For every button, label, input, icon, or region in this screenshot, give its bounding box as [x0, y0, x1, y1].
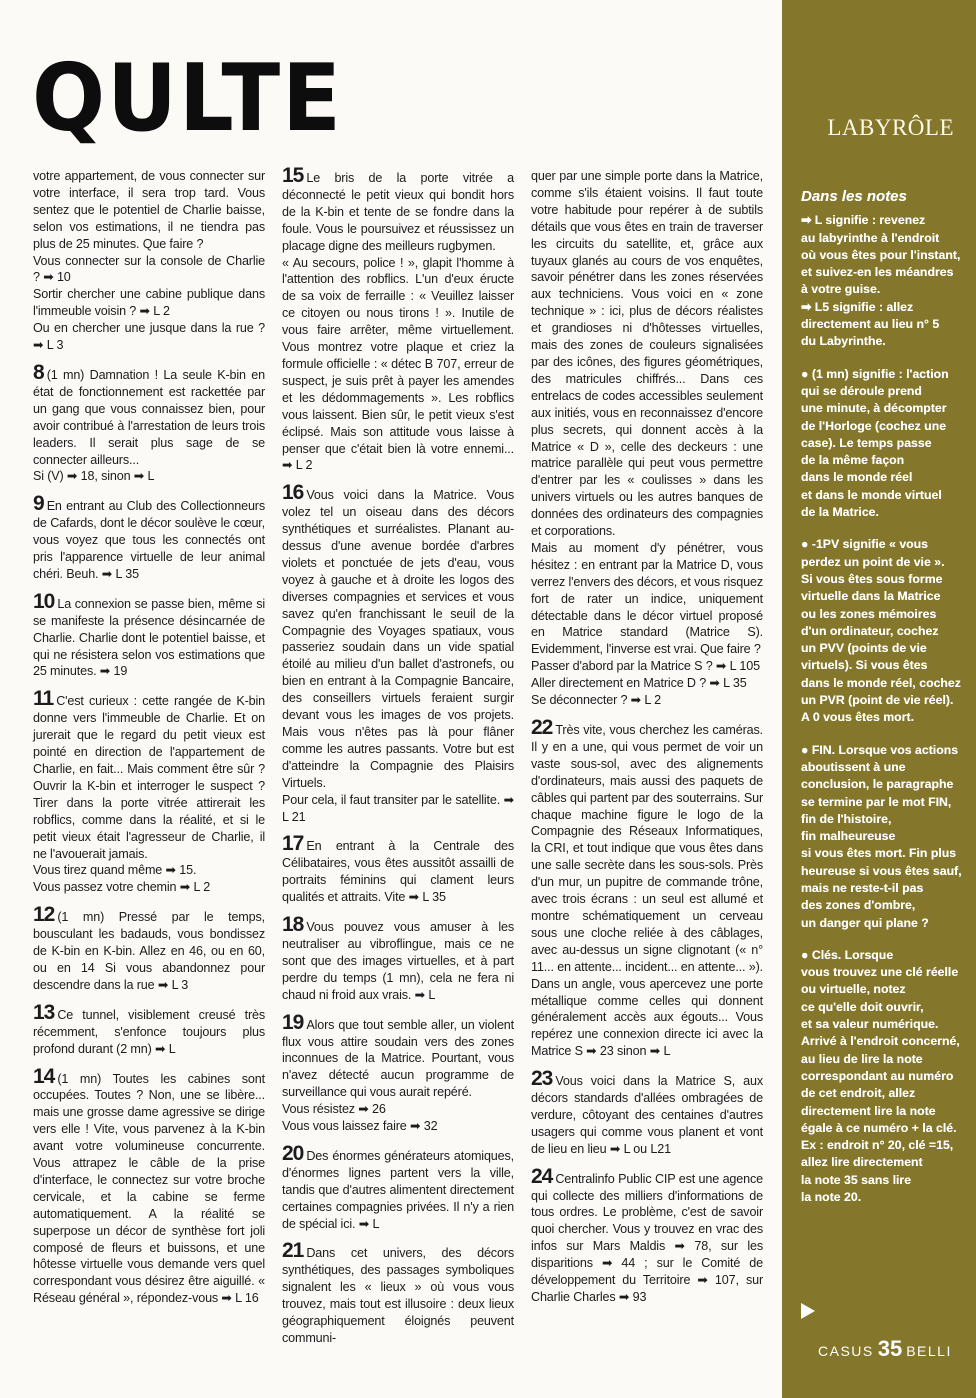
paragraph-text: Vous connecter sur la console de Charlie ? ➡ 10: [33, 253, 265, 285]
sidebar-note-line: aboutissent à une: [801, 759, 906, 774]
sidebar-note-line: ● FIN. Lorsque vos actions: [801, 742, 959, 757]
page-footer: [818, 1336, 952, 1362]
paragraph-text: Pour cela, il faut transiter par le satellite. ➡ L 21: [282, 792, 514, 824]
sidebar-note: [801, 947, 969, 1206]
sidebar-note-line: ou virtuelle, notez: [801, 982, 906, 997]
sidebar-note-line: virtuelle dans la Matrice: [801, 589, 941, 604]
paragraph-text: Des énormes générateurs atomiques, d'énormes lignes partent vers la ville, tandis que d'autres alimentent directement certaines compagnies privées. Il n'y a rien de spécial ici. ➡ L: [282, 1148, 514, 1231]
sidebar-note-line: un danger qui plane ?: [801, 915, 929, 930]
paragraph-number: 21: [282, 1239, 304, 1263]
sidebar-note-line: directement au lieu n° 5: [801, 317, 940, 332]
paragraph-number: 17: [282, 832, 304, 856]
sidebar-note-line: si vous êtes mort. Fin plus: [801, 846, 957, 861]
paragraph-number: 16: [282, 481, 304, 505]
paragraph-text: Vous voici dans la Matrice S, aux décors standards d'allées ombragées de verdure, côtoyant des centaines d'autres usagers qui comme vous planent et vont de lieu en lieu ➡ L ou L21: [531, 1074, 763, 1156]
column-2: [282, 164, 514, 1358]
paragraph-text: La connexion se passe bien, même si se manifeste la présence désincarnée de Charlie. Charlie dont le potentiel baisse, et qui ne résistera selon vos estimations que 25 minutes. ➡ 19: [33, 596, 265, 679]
paragraph-number: 11: [33, 687, 54, 711]
sidebar-note-line: conclusion, le paragraphe: [801, 777, 954, 792]
paragraph-18: [282, 913, 514, 1004]
sidebar-note-line: égale à ce numéro + la clé.: [801, 1120, 957, 1135]
sidebar-note-line: ● -1PV signifie « vous: [801, 537, 929, 552]
sidebar-note-line: ou les zones mémoires: [801, 606, 937, 621]
paragraph-text: (1 mn) Toutes les cabines sont occupées. Toutes ? Non, une se libère... mais une grosse dame agressive se dirige vers elle ! Vite, vous parvenez à la K-bin avant votre volumineuse concurrente. Vous attrapez le câble de la prise d'interface, le connectez sur votre broche cervicale, et la cabine se ferme automatiquement. A la réalité se superpose un décor de synthèse fort joli composé de fleurs et buissons, et une hôtesse virtuelle vous demande vers quel correspondant vous désirez être aiguillé. « Réseau général », répondez-vous ➡ L 16: [33, 1071, 265, 1306]
paragraph-text: Se déconnecter ? ➡ L 2: [531, 693, 662, 708]
paragraph-text: quer par une simple porte dans la Matrice, comme s'ils étaient voisins. Il faut toute votre habitude pour repérer à de subtils détails que vous êtes en train de traverser les circuits du satellite, et, grâce aux tuyaux glanés au cours de vos enquêtes, savoir pénétrer dans les zones réservées aux techniciens. Vous voici en « zone technique » : ici, plus de décors réalistes et grandioses ni d'hôtesses virtuelles, mais des zones de couleurs signalisées par des icônes, des figures géométriques, des matricules chiffrés... Dans ces entrelacs de codes accessibles seulement aux initiés, vous en reconnaissez d'encore plus secrets, qui donnent accès à la Matrice « D », celle des deckeurs : une matrice parallèle qui peut vous permettre d'entrer par les « coulisses » dans les univers virtuels ou les autres banques de données des ordinateurs des compagnies et corporations.: [531, 169, 763, 539]
paragraph-text: Aller directement en Matrice D ? ➡ L 35: [531, 676, 747, 691]
sidebar-note: [801, 212, 969, 350]
paragraph-number: 12: [33, 903, 55, 927]
sidebar-note-line: la note 35 sans lire: [801, 1172, 912, 1187]
sidebar-note-line: et suivez-en les méandres: [801, 265, 954, 280]
sidebar-note-line: virtuels). Si vous êtes: [801, 658, 928, 673]
sidebar-note-line: perdez un point de vie ».: [801, 554, 945, 569]
paragraph-number: 19: [282, 1010, 304, 1034]
paragraph-text: Si (V) ➡ 18, sinon ➡ L: [33, 469, 155, 484]
sidebar-note-line: ➡ L5 signifie : allez: [801, 299, 914, 314]
sidebar-note-line: une minute, à décompter: [801, 401, 947, 416]
paragraph-text: Vous tirez quand même ➡ 15.: [33, 863, 197, 878]
paragraph-continued: [33, 168, 265, 354]
sidebar-note-line: directement lire la note: [801, 1103, 936, 1118]
footer-magazine-right: BELLI: [906, 1343, 952, 1359]
sidebar-note-line: du Labyrinthe.: [801, 334, 886, 349]
paragraph-text: Passer d'abord par la Matrice S ? ➡ L 105: [531, 659, 760, 674]
paragraph-text: Vous pouvez vous amuser à les neutraliser au vibroflingue, mais ce ne sont que des images virtuelles, et à part perdre du temps (1 mn), cela ne fera ni chaud ni froid aux vrais. ➡ L: [282, 920, 514, 1002]
paragraph-22: [531, 716, 763, 1060]
sidebar-note-line: case). Le temps passe: [801, 435, 932, 450]
sidebar-heading: Dans les notes: [801, 188, 907, 205]
column-3: [531, 168, 763, 1317]
sidebar-note-line: allez lire directement: [801, 1155, 923, 1170]
sidebar-note-line: de la même façon: [801, 453, 905, 468]
sidebar-notes: [801, 188, 969, 1221]
sidebar-title: LABYRÔLE: [827, 115, 954, 140]
paragraph-number: 18: [282, 913, 304, 937]
paragraph-text: votre appartement, de vous connecter sur votre interface, il sera trop tard. Vous sentez que le potentiel de Charlie baisse, selon vos estimations, il ne tiendra pas plus de 25 minutes. Que faire ?: [33, 169, 265, 251]
sidebar-note-line: Arrivé à l'endroit concerné,: [801, 1034, 960, 1049]
paragraph-number: 9: [33, 492, 44, 516]
paragraph-text: Ou en chercher une jusque dans la rue ? ➡ L 3: [33, 321, 265, 353]
paragraph-15: [282, 164, 514, 474]
paragraph-continued: [531, 168, 763, 709]
paragraph-21: [282, 1239, 514, 1346]
paragraph-text: Ce tunnel, visiblement creusé très récemment, s'enfonce toujours plus profond durant (2 mn) ➡ L: [33, 1007, 265, 1056]
paragraph-text: Vous voici dans la Matrice. Vous volez tel un oiseau dans des décors synthétiques et surréalistes. Planant au-dessus d'une avenue bordée d'arbres violets et ponctuée de jets d'eau, vous voyez à gauche et à droite les logos des diverses compagnies et services et vous savez qu'en franchissant le seuil de la Compagnie des Voyages spatiaux, vous passeriez soudain dans un vide spatial étoilé au milieu d'un ballet d'astronefs, ou bien en entrant à la Compagnie Bancaire, des conseillers virtuels feraient surgir devant vous les images de vos projets. Mais vous n'êtes pas là pour flâner comme les autres passants. Votre but est d'atteindre la Compagnie des Plaisirs Virtuels.: [282, 488, 514, 790]
paragraph-text: Le bris de la porte vitrée a déconnecté le petit vieux qui bondit hors de la K-bin et tente de se fondre dans la foule. Vous le poursuivez et réussissez un placage digne des meilleurs rugbymen.: [282, 171, 514, 253]
sidebar-note-line: A 0 vous êtes mort.: [801, 710, 914, 725]
sidebar-note-line: des zones d'ombre,: [801, 898, 916, 913]
column-1: [33, 168, 265, 1318]
paragraph-number: 15: [282, 164, 304, 187]
paragraph-text: Dans cet univers, des décors synthétiques, des passages symboliques signalent les « lieux » où vous vous trouvez, mais tout est illusoire : deux lieux géographiquement éloignés peuvent communi-: [282, 1246, 514, 1345]
sidebar-note: [801, 536, 969, 726]
sidebar-note-line: au labyrinthe à l'endroit: [801, 230, 940, 245]
sidebar-note-line: vous trouvez une clé réelle: [801, 965, 959, 980]
footer-magazine-left: CASUS: [818, 1343, 874, 1359]
paragraph-text: Vous vous laissez faire ➡ 32: [282, 1119, 438, 1134]
paragraph-10: [33, 589, 265, 681]
paragraph-text: Très vite, vous cherchez les caméras. Il y en a une, qui vous permet de voir un vaste sous-sol, avec des alignements d'ordinateurs, mais aussi des paquets de câbles qui partent par des souterrains. Sur chaque machine figure le logo de la Compagnie des Réseaux Informatiques, la CRI, et tout indique que vous êtes dans une salle secrète dans les sous-sols. Près d'un mur, un pupitre de commande trône, avec trois écrans : un seul est allumé et montre schématiquement un cerveau sous une cloche reliée à des câblages, avec au-dessus un signe clignotant (« n° 11... en attente... incident... en attente... »). Dans un angle, vous apercevez une porte métallique comme celles qui donnent généralement accès aux égouts... Vous repérez une connexion directe ici avec la Matrice S ➡ 23 sinon ➡ L: [531, 723, 763, 1059]
sidebar-note-line: et sa valeur numérique.: [801, 1017, 939, 1032]
page-title: QULTE: [32, 44, 343, 153]
play-arrow-icon: [801, 1303, 815, 1319]
paragraph-text: C'est curieux : cette rangée de K-bin donne vers l'immeuble de Charlie. Et on jurerait que le regard du petit vieux est pointé en direction de l'appartement de Charlie, en fait... Mais comment être sûr ? Ouvrir la K-bin et interroger le suspect ? Tirer dans la porte vitrée attirerait les robflics, comme dans la réalité, et si le petit vieux était l'agresseur de Charlie, il ne l'avouerait jamais.: [33, 694, 265, 861]
sidebar-note-line: Ex : endroit n° 20, clé =15,: [801, 1138, 954, 1153]
paragraph-number: 8: [33, 360, 44, 384]
paragraph-11: [33, 687, 265, 896]
page-number: 35: [877, 1336, 903, 1361]
paragraph-23: [531, 1067, 763, 1158]
paragraph-8: [33, 360, 265, 485]
sidebar-note: [801, 366, 969, 522]
sidebar-note-line: heureuse si vous êtes sauf,: [801, 863, 962, 878]
paragraph-text: « Au secours, police ! », glapit l'homme à l'attention des robflics. L'un d'eux éructe de sa voix de ferraille : « Veuillez laisser ce citoyen ou nous tirons ! ». Inutile de vous faire arrêter, même virtuellement. Vous montrez votre plaque et criez la formule officielle : « détec B 707, erreur de suspect, je suis prêt à payer les amendes et les dédommagements ». Les robflics vous laissent. Bien sûr, le petit vieux s'est éclipsé. Mais son attitude vous laisse à penser que c'était bien là votre ennemi... ➡ L 2: [282, 255, 514, 473]
sidebar-note-line: fin malheureuse: [801, 829, 896, 844]
paragraph-text: (1 mn) Damnation ! La seule K-bin en état de fonctionnement est rackettée par un gang que vous connaissez bien, pour avoir contribué à l'arrestation de leurs trois leaders. Il serait plus sage de se connecter ailleurs...: [33, 367, 265, 467]
sidebar-note-line: fin de l'histoire,: [801, 811, 892, 826]
sidebar-note-line: de la Matrice.: [801, 505, 879, 520]
paragraph-12: [33, 903, 265, 994]
sidebar-note-line: à votre guise.: [801, 282, 881, 297]
sidebar-note-line: ● (1 mn) signifie : l'action: [801, 366, 949, 381]
sidebar-note-line: dans le monde réel: [801, 470, 913, 485]
paragraph-number: 13: [33, 1000, 55, 1024]
sidebar-note-line: ce qu'elle doit ouvrir,: [801, 999, 924, 1014]
paragraph-number: 23: [531, 1067, 553, 1091]
paragraph-20: [282, 1141, 514, 1233]
paragraph-13: [33, 1000, 265, 1058]
paragraph-14: [33, 1064, 265, 1308]
paragraph-number: 20: [282, 1141, 304, 1165]
paragraph-number: 14: [33, 1064, 55, 1088]
paragraph-24: [531, 1164, 763, 1306]
paragraph-16: [282, 481, 514, 825]
sidebar-note-line: correspondant au numéro: [801, 1068, 954, 1083]
sidebar-panel: [782, 0, 976, 1398]
paragraph-text: Vous passez votre chemin ➡ L 2: [33, 880, 211, 895]
paragraph-9: [33, 492, 265, 583]
sidebar-note-line: de l'Horloge (cochez une: [801, 418, 947, 433]
sidebar-note-line: d'un ordinateur, cochez: [801, 623, 939, 638]
sidebar-note-line: un PVV (points de vie: [801, 641, 927, 656]
paragraph-text: Centralinfo Public CIP est une agence qui collecte des milliers d'informations de tous ordres. Le problème, c'est de savoir quoi chercher. Vous y trouvez en vrac des infos sur Mars Maldis ➡ 78, sur les disparitions ➡ 44 ; sur le Comité de développement du Territoire ➡ 107, sur Charlie Charles ➡ 93: [531, 1171, 763, 1304]
paragraph-17: [282, 832, 514, 906]
sidebar-note-line: la note 20.: [801, 1190, 862, 1205]
sidebar-note-line: ➡ L signifie : revenez: [801, 213, 926, 228]
sidebar-note-line: où vous êtes pour l'instant,: [801, 247, 961, 262]
paragraph-text: Alors que tout semble aller, un violent flux vous attire soudain vers des zones inconnues de la Matrice. Pourtant, vous n'avez détecté aucun programme de surveillance qui vous aurait repéré.: [282, 1017, 514, 1100]
sidebar-note-line: au lieu de lire la note: [801, 1051, 923, 1066]
sidebar-note-line: de cet endroit, allez: [801, 1086, 916, 1101]
paragraph-number: 22: [531, 716, 553, 739]
paragraph-text: Vous résistez ➡ 26: [282, 1102, 386, 1117]
paragraph-text: En entrant au Club des Collectionneurs de Cafards, dont le décor soulève le cœur, vous voyez que tous les connectés ont pris l'apparence virtuelle de leur animal chéri. Beuh. ➡ L 35: [33, 499, 265, 581]
paragraph-number: 10: [33, 589, 55, 613]
paragraph-19: [282, 1010, 514, 1135]
sidebar-note-line: mais ne reste-t-il pas: [801, 880, 924, 895]
paragraph-number: 24: [531, 1164, 553, 1188]
sidebar-note-line: se termine par le mot FIN,: [801, 794, 952, 809]
sidebar-note-line: et dans le monde virtuel: [801, 487, 942, 502]
sidebar-note-line: qui se déroule prend: [801, 383, 922, 398]
paragraph-text: (1 mn) Pressé par le temps, bousculant les badauds, vous bondissez de K-bin en K-bin. Allez en 46, ou en 60, ou en 14 Si vous abandonnez pour descendre dans la rue ➡ L 3: [33, 910, 265, 992]
paragraph-text: En entrant à la Centrale des Célibataires, vous êtes aussitôt assailli de portraits féminins qui clament leurs qualités et attraits. Vite ➡ L 35: [282, 839, 514, 905]
sidebar-note: [801, 742, 969, 932]
sidebar-note-line: dans le monde réel, cochez: [801, 675, 961, 690]
sidebar-note-line: Si vous êtes sous forme: [801, 571, 943, 586]
sidebar-note-line: ● Clés. Lorsque: [801, 947, 894, 962]
paragraph-text: Sortir chercher une cabine publique dans l'immeuble voisin ? ➡ L 2: [33, 287, 265, 319]
paragraph-text: Mais au moment d'y pénétrer, vous hésitez : en entrant par la Matrice D, vous verrez l'envers des décors, et vous risquez fort de rater un indice, uniquement détectable dans le décor virtuel proposé en Matrice standard (Matrice S). Evidemment, l'inverse est vrai. Que faire ?: [531, 540, 763, 657]
sidebar-note-line: un PVR (point de vie réel).: [801, 693, 954, 708]
